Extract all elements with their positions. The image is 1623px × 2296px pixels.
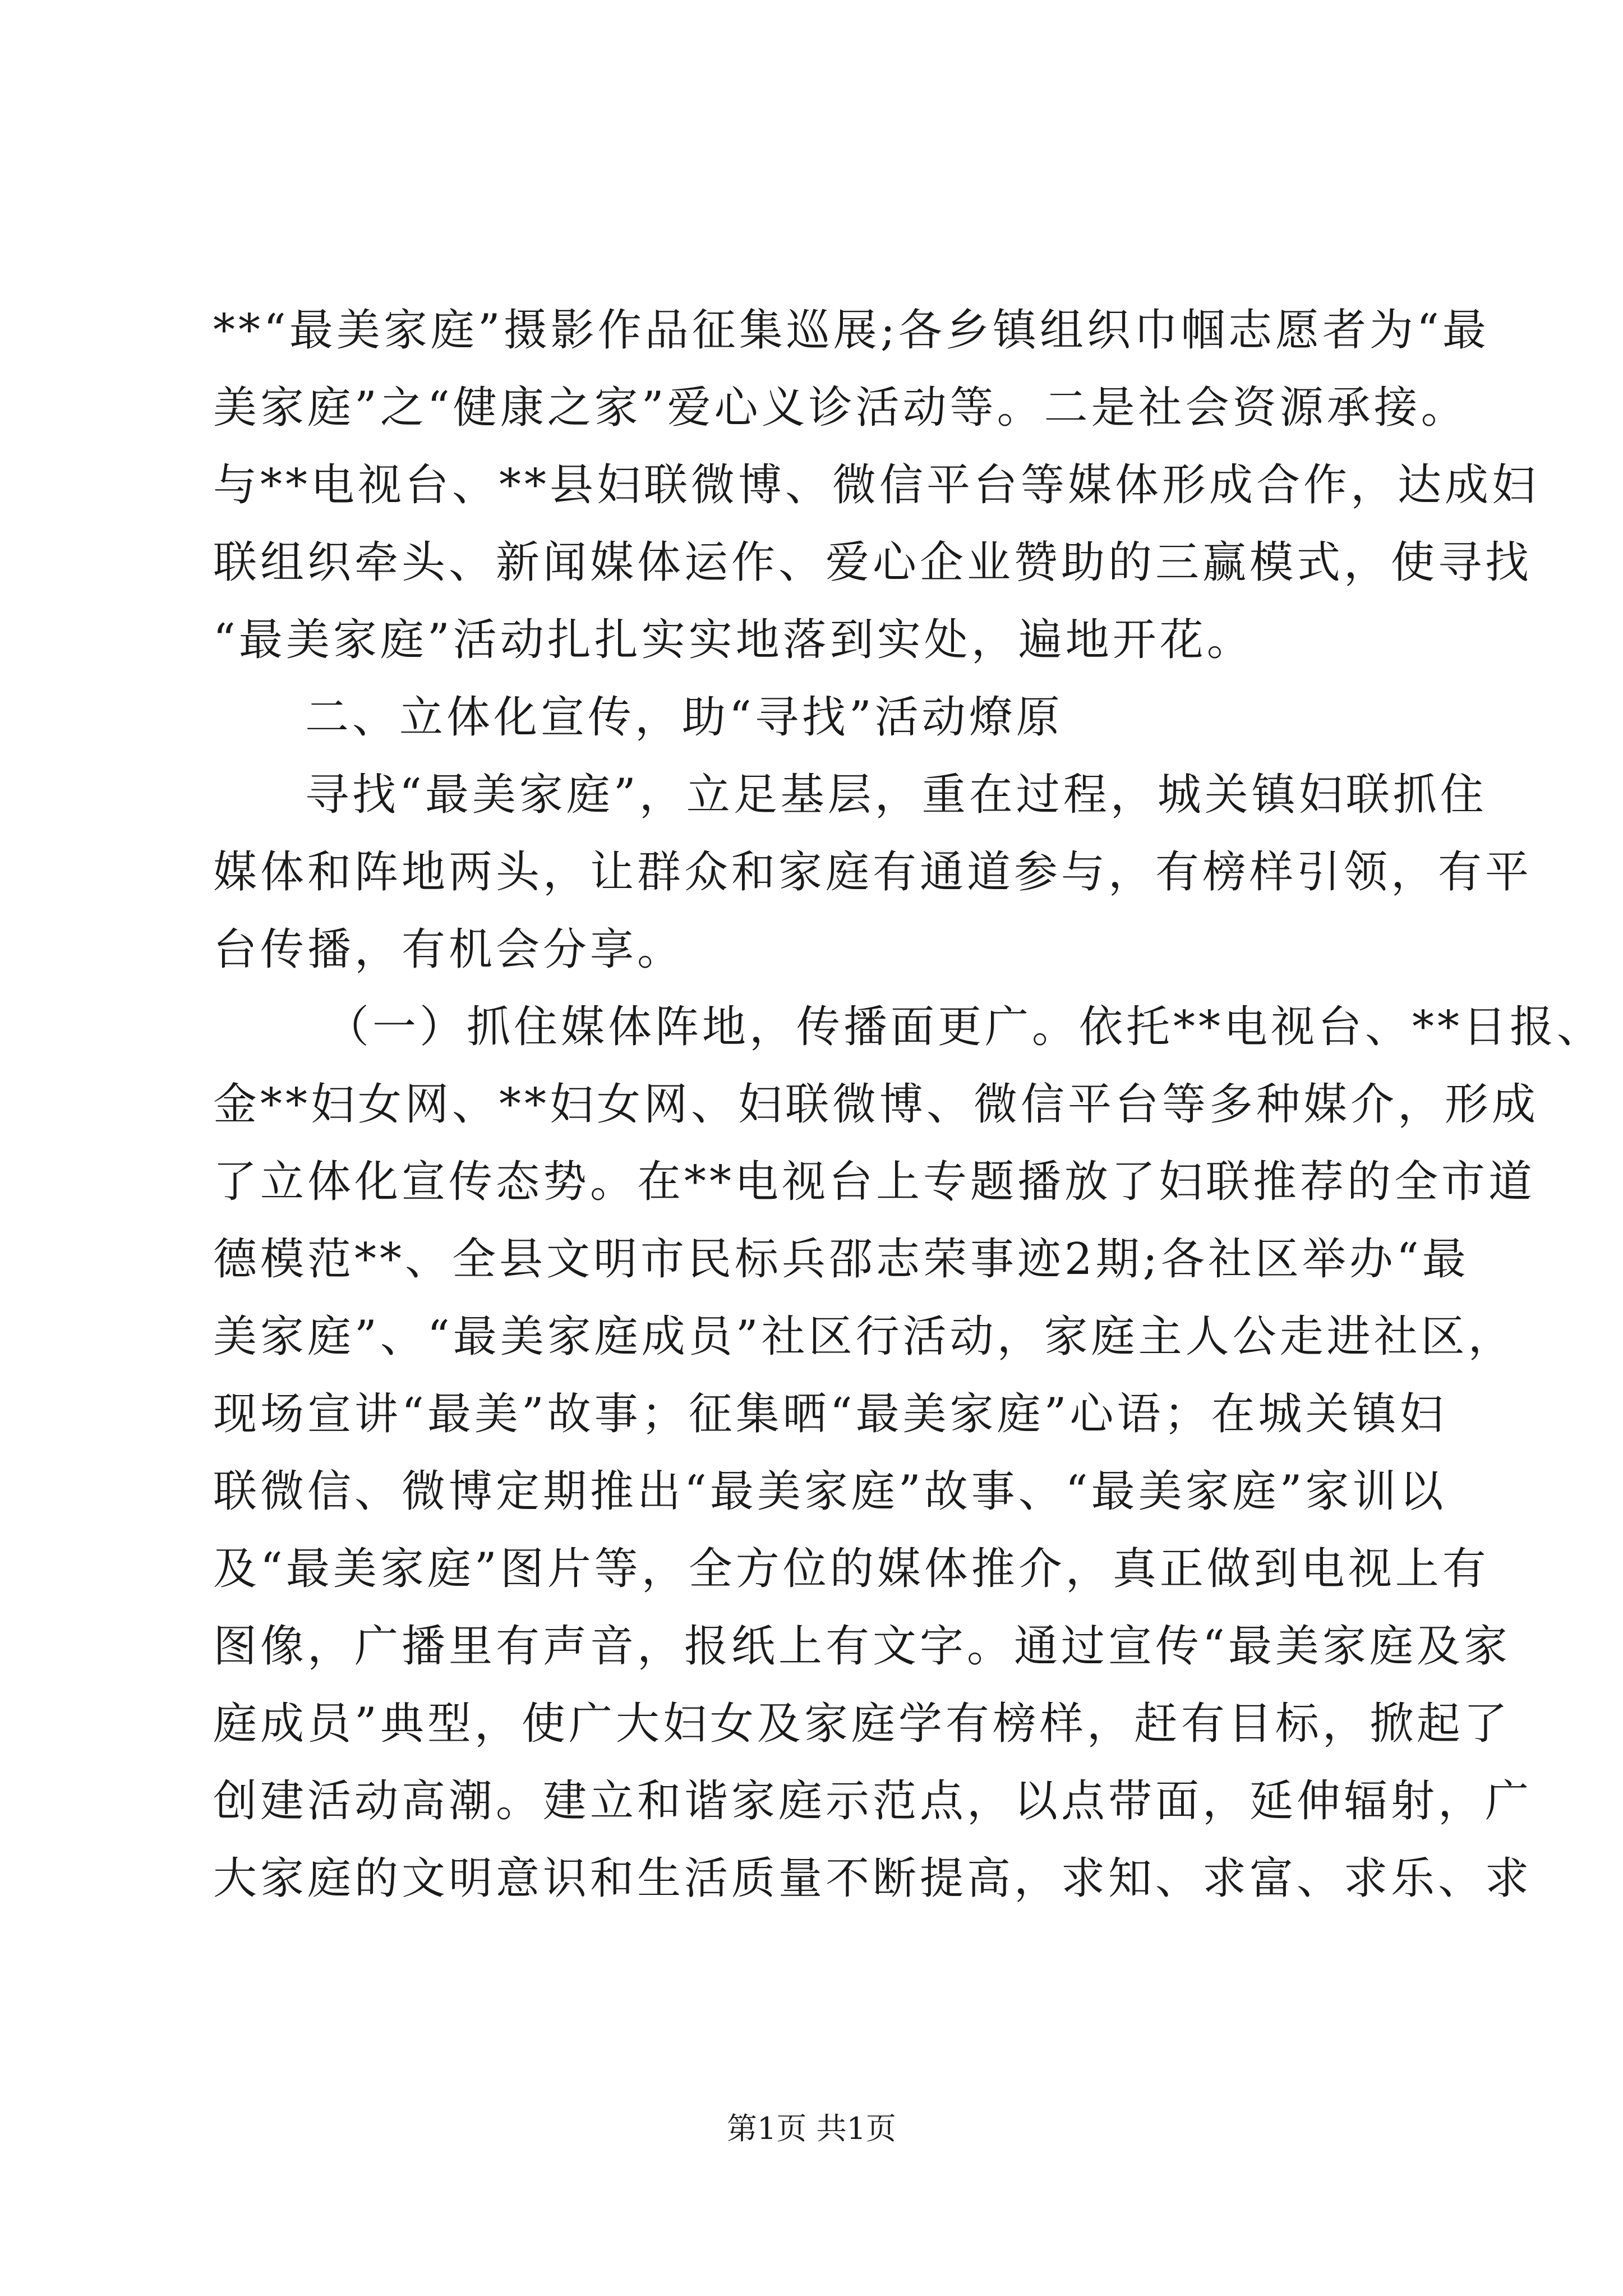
text-line: 美家庭”、“最美家庭成员”社区行活动，家庭主人公走进社区， [213,1312,1515,1362]
text-line: 图像，广播里有声音，报纸上有文字。通过宣传“最美家庭及家 [213,1621,1511,1672]
text-line: 庭成员”典型，使广大妇女及家庭学有榜样，赶有目标，掀起了 [213,1699,1511,1749]
text-line: 联微信、微博定期推出“最美家庭”故事、“最美家庭”家训以 [213,1466,1447,1517]
text-line: 了立体化宣传态势。在**电视台上专题播放了妇联推荐的全市道 [213,1157,1536,1207]
text-line: 及“最美家庭”图片等，全方位的媒体推介，真正做到电视上有 [213,1544,1490,1594]
text-line: 金**妇女网、**妇女网、妇联微博、微信平台等多种媒介，形成 [213,1079,1539,1130]
text-line: 联组织牵头、新闻媒体运作、爱心企业赞助的三赢模式，使寻找 [213,537,1533,588]
document-body [213,292,1604,1917]
text-line: 现场宣讲“最美”故事；征集晒“最美家庭”心语；在城关镇妇 [213,1389,1447,1439]
text-line: 台传播，有机会分享。 [213,924,685,975]
text-line: 美家庭”之“健康之家”爱心义诊活动等。二是社会资源承接。 [213,383,1468,433]
text-line: 创建活动高潮。建立和谐家庭示范点，以点带面，延伸辐射，广 [213,1776,1533,1826]
subsection-line: （一）抓住媒体阵地，传播面更广。依托**电视台、**日报、 [325,1002,1604,1052]
text-line: 与**电视台、**县妇联微博、微信平台等媒体形成合作，达成妇 [213,460,1539,510]
text-line: 大家庭的文明意识和生活质量不断提高，求知、求富、求乐、求 [213,1853,1533,1904]
text-line: 媒体和阵地两头，让群众和家庭有通道参与，有榜样引领，有平 [213,847,1533,898]
text-line: 寻找“最美家庭”，立足基层，重在过程，城关镇妇联抓住 [305,770,1487,820]
section-heading: 二、立体化宣传，助“寻找”活动燎原 [305,692,1063,743]
page-number-footer: 第1页 共1页 [727,2111,896,2146]
text-line: **“最美家庭”摄影作品征集巡展;各乡镇组织巾帼志愿者为“最 [213,305,1490,356]
text-line: 德模范**、全县文明市民标兵邵志荣事迹2期;各社区举办“最 [213,1234,1469,1285]
text-line: “最美家庭”活动扎扎实实地落到实处，遍地开花。 [213,615,1254,665]
